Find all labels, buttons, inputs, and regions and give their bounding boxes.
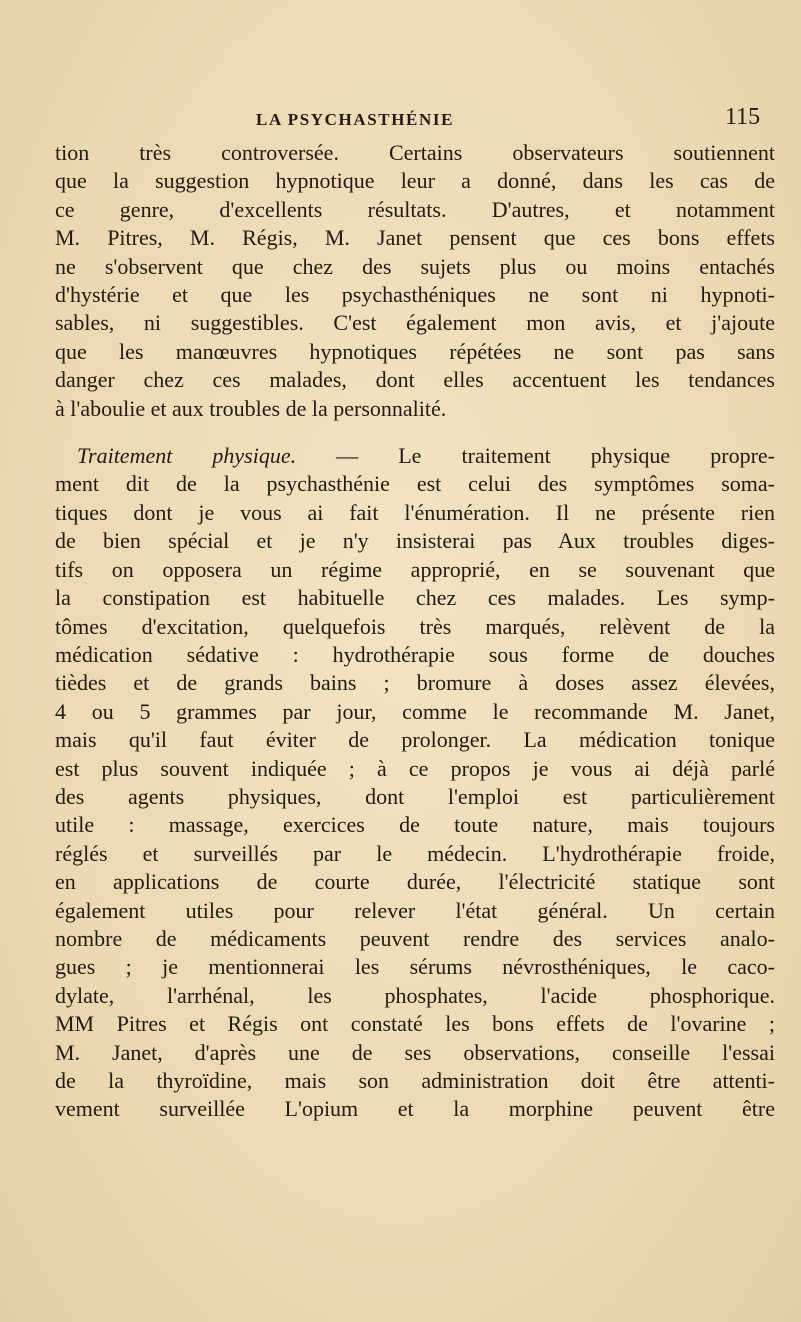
text-line: d'hystérie et que les psychasthéniques ne sont ni hypnoti- — [55, 282, 775, 308]
running-title: LA PSYCHASTHÉNIE — [256, 110, 455, 129]
text-line: sables, ni suggestibles. C'est également mon avis, et j'ajoute — [55, 310, 775, 336]
text-line: que la suggestion hypnotique leur a donné, dans les cas de — [55, 168, 775, 194]
text-line: tiques dont je vous ai fait l'énumération. Il ne présente rien — [55, 499, 775, 525]
page-number: 115 — [725, 104, 761, 130]
section-heading: Traitement physique. — [77, 443, 297, 469]
text-line: danger chez ces malades, dont elles accentuent les tendances — [55, 367, 775, 393]
text-line: de la thyroïdine, mais son administration doit être attenti- — [55, 1068, 775, 1093]
text-line: est plus souvent indiquée ; à ce propos je vous ai déjà parlé — [55, 755, 775, 781]
paragraph-gap — [55, 423, 775, 442]
text-line: MM Pitres et Régis ont constaté les bons effets de l'ovarine ; — [55, 1011, 775, 1037]
text-line: gues ; je mentionnerai les sérums névrosthéniques, le caco- — [55, 954, 775, 980]
page-header — [0, 104, 801, 140]
text-line: à l'aboulie et aux troubles de la personnalité. — [55, 395, 447, 421]
text-line: que les manœuvres hypnotiques répétées ne sont pas sans — [55, 338, 775, 364]
text-line: utile : massage, exercices de toute nature, mais toujours — [55, 812, 775, 838]
text-line: de bien spécial et je n'y insisterai pas Aux troubles diges- — [55, 528, 775, 554]
text-line: M. Pitres, M. Régis, M. Janet pensent que ces bons effets — [55, 225, 775, 251]
text-line: dylate, l'arrhénal, les phosphates, l'acide phosphorique. — [55, 982, 775, 1008]
paragraph-1 — [55, 139, 775, 423]
text-line: en applications de courte durée, l'électricité statique sont — [55, 869, 775, 895]
text-line: ment dit de la psychasthénie est celui des symptômes soma- — [55, 471, 775, 497]
text-line: la constipation est habituelle chez ces malades. Les symp- — [55, 585, 775, 611]
text-line — [55, 442, 775, 470]
text-line: 4 ou 5 grammes par jour, comme le recommande M. Janet, — [55, 698, 775, 724]
text-line: M. Janet, d'après une de ses observations, conseille l'essai — [55, 1039, 775, 1065]
text-line: mais qu'il faut éviter de prolonger. La médication tonique — [55, 727, 775, 753]
text-line: tièdes et de grands bains ; bromure à doses assez élevées, — [55, 670, 775, 696]
text-line: des agents physiques, dont l'emploi est particulièrement — [55, 783, 775, 809]
text-line: ce genre, d'excellents résultats. D'autres, et notamment — [55, 196, 775, 222]
text-line: tion très controversée. Certains observateurs soutiennent — [55, 140, 775, 165]
heading-continuation: — Le traitement physique propre- — [296, 443, 775, 469]
body-text — [55, 139, 775, 1124]
text-line: ne s'observent que chez des sujets plus ou moins entachés — [55, 253, 775, 279]
text-line: réglés et surveillés par le médecin. L'hydrothérapie froide, — [55, 840, 775, 866]
text-line: également utiles pour relever l'état général. Un certain — [55, 897, 775, 923]
paragraph-2 — [55, 442, 775, 1124]
text-line: tifs on opposera un régime approprié, en se souvenant que — [55, 556, 775, 582]
text-line: tômes d'excitation, quelquefois très marqués, relèvent de la — [55, 613, 775, 639]
text-line: vement surveillée L'opium et la morphine peuvent être — [55, 1096, 775, 1122]
text-line: médication sédative : hydrothérapie sous forme de douches — [55, 641, 775, 667]
text-line: nombre de médicaments peuvent rendre des services analo- — [55, 925, 775, 951]
